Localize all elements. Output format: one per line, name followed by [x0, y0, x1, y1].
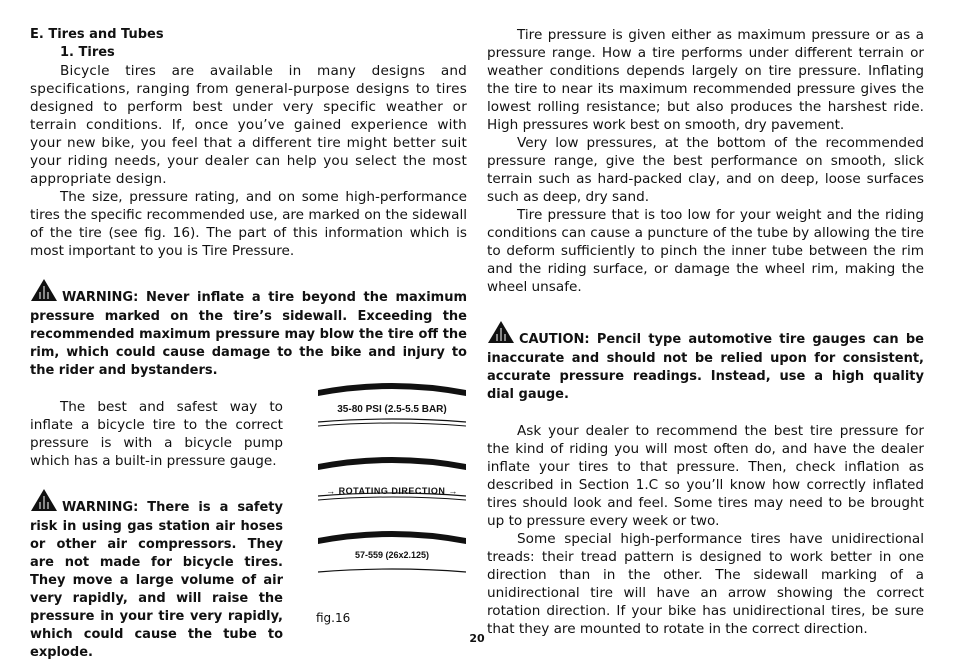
- warning-triangle-icon: [487, 320, 515, 350]
- tires-intro-paragraph: Bicycle tires are available in many designs and specifications, ranging from general-purpose designs to tires designed to perform best under very specific weather or terrain conditions. If, once you’ve gained experience with your new bike, you feel that a different tire might better suit your riding needs, your dealer can help you select the most appropriate design.: [30, 63, 467, 187]
- warning-max-pressure: [30, 278, 467, 380]
- warning-triangle-icon: [30, 278, 58, 308]
- caution-tire-gauges-text: CAUTION: Pencil type automotive tire gauges can be inaccurate and should not be relied upon for consistent, accurate pressure readings. Instead, use a high quality dial gauge.: [487, 332, 924, 402]
- dealer-paragraph: Ask your dealer to recommend the best tire pressure for the kind of riding you will most often do, and have the dealer inflate your tires to that pressure. Then, check inflation as described in Section 1.C so you’ll know how correctly inflated tires should look and feel. Some tires may need to be brought up to pressure every week or two.: [487, 423, 924, 529]
- pump-paragraph: The best and safest way to inflate a bicycle tire to the correct pressure is with a bicycle pump which has a built-in pressure gauge.: [30, 399, 283, 469]
- unidirectional-paragraph: Some special high-performance tires have unidirectional treads: their tread pattern is designed to work better in one direction than in the other. The sidewall marking of a unidirectional tire will have an arrow showing the correct rotation direction. If your bike has unidirectional tires, be sure that they are mounted to rotate in the correct direction.: [487, 531, 924, 637]
- subsection-heading: 1. Tires: [60, 45, 115, 60]
- tire-pressure-marking: [318, 378, 466, 430]
- warning-triangle-icon: [30, 488, 58, 518]
- tire-pressure-label: 35-80 PSI (2.5-5.5 BAR): [337, 404, 447, 415]
- section-heading: E. Tires and Tubes: [30, 27, 164, 42]
- right-column: [487, 26, 924, 638]
- tire-size-label: 57-559 (26x2.125): [354, 550, 430, 560]
- page-number: 20: [469, 632, 485, 645]
- warning-max-pressure-text: WARNING: Never inflate a tire beyond the maximum pressure marked on the tire’s sidewall. Exceeding the recommended maximum pressure may blow the tire off the rim, which could cause damage to the bike and injury to the rider and bystanders.: [30, 290, 467, 378]
- tire-sidewall-figure: [318, 378, 466, 600]
- tire-direction-marking: [318, 452, 466, 504]
- tire-direction-label: → ROTATING DIRECTION →: [326, 486, 458, 496]
- warning-air-compressor-text: WARNING: There is a safety risk in using gas station air hoses or other air compressors. They are not made for bicycle tires. They move a large volume of air very rapidly, and will raise the pressure in your tire very rapidly, which could cause the tube to explode.: [30, 500, 283, 660]
- caution-tire-gauges: [487, 320, 924, 404]
- too-low-pressure-paragraph: Tire pressure that is too low for your weight and the riding conditions can cause a puncture of the tube by allowing the tire to deform sufficiently to pinch the inner tube between the rim and the riding surface, or damage the wheel rim, making the wheel unsafe.: [487, 207, 924, 295]
- figure-caption: fig.16: [316, 611, 351, 625]
- tire-size-marking: [318, 526, 466, 578]
- pressure-range-paragraph: Tire pressure is given either as maximum pressure or as a pressure range. How a tire performs under different terrain or weather conditions depends largely on tire pressure. Inflating the tire to near its maximum recommended pressure gives the lowest rolling resistance; but also produces the harshest ride. High pressures work best on smooth, dry pavement.: [487, 27, 924, 133]
- low-pressure-paragraph: Very low pressures, at the bottom of the recommended pressure range, give the best performance on smooth, slick terrain such as hard-packed clay, and on deep, loose surfaces such as deep, dry sand.: [487, 135, 924, 205]
- sidewall-paragraph: The size, pressure rating, and on some high-performance tires the specific recommended use, are marked on the sidewall of the tire (see fig. 16). The part of this information which is most important to you is Tire Pressure.: [30, 189, 467, 259]
